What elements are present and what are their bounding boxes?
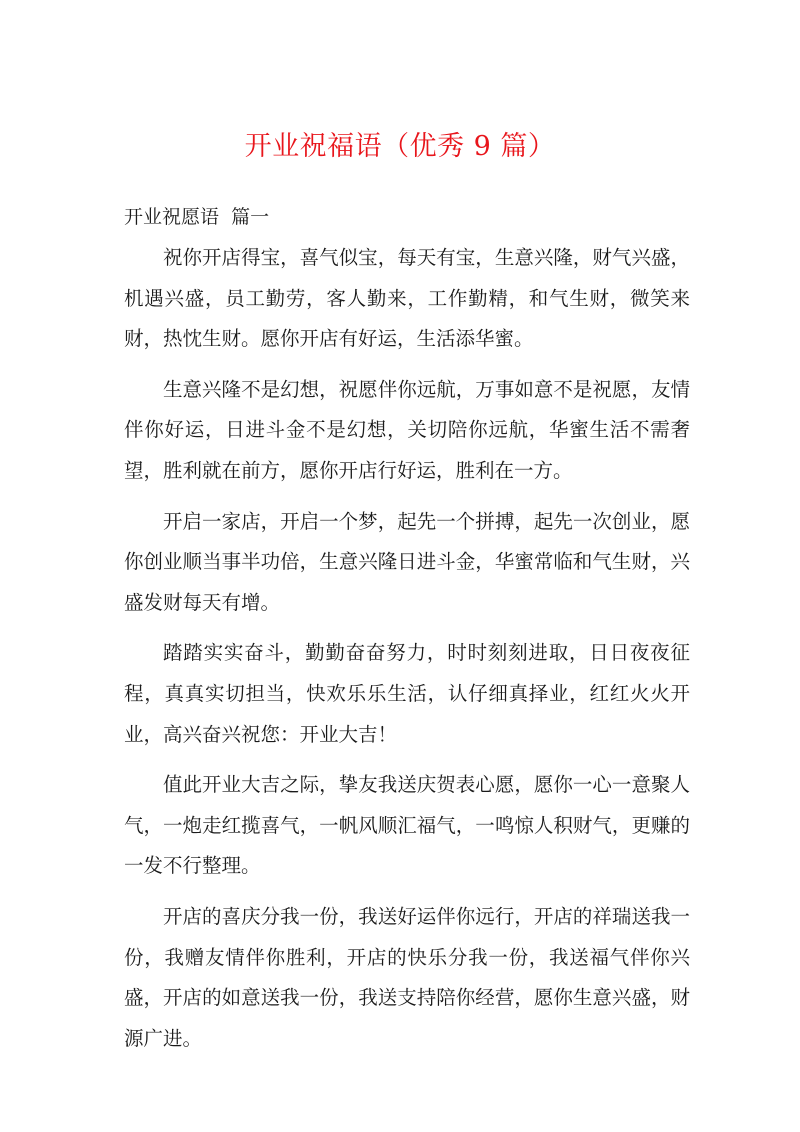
document-title: 开业祝福语（优秀 9 篇） [244, 131, 556, 162]
paragraph: 踏踏实实奋斗，勤勤奋奋努力，时时刻刻进取，日日夜夜征程，真真实切担当，快欢乐乐生活，认仔细真择业，红红火火开业，高兴奋兴祝您：开业大吉！ [124, 641, 690, 746]
paragraph: 开店的喜庆分我一份，我送好运伴你远行，开店的祥瑞送我一份，我赠友情伴你胜利，开店的快乐分我一份，我送福气伴你兴盛，开店的如意送我一份，我送支持陪你经营，愿你生意兴盛，财源广进。 [124, 904, 690, 1050]
paragraph: 值此开业大吉之际，挚友我送庆贺表心愿，愿你一心一意聚人气，一炮走红揽喜气，一帆风顺汇福气，一鸣惊人积财气，更赚的一发不行整理。 [124, 773, 690, 878]
paragraph: 开启一家店，开启一个梦，起先一个拼搏，起先一次创业，愿你创业顺当事半功倍，生意兴隆日进斗金，华蜜常临和气生财，兴盛发财每天有增。 [124, 509, 690, 614]
document-body [124, 238, 690, 1069]
paragraph: 生意兴隆不是幻想，祝愿伴你远航，万事如意不是祝愿，友情伴你好运，日进斗金不是幻想，关切陪你远航，华蜜生活不需奢望，胜利就在前方，愿你开店行好运，胜利在一方。 [124, 377, 690, 482]
paragraph: 祝你开店得宝，喜气似宝，每天有宝，生意兴隆，财气兴盛，机遇兴盛，员工勤劳，客人勤来，工作勤精，和气生财，微笑来财，热忱生财。愿你开店有好运，生活添华蜜。 [124, 246, 690, 351]
section-heading: 开业祝愿语 篇一 [124, 206, 270, 228]
